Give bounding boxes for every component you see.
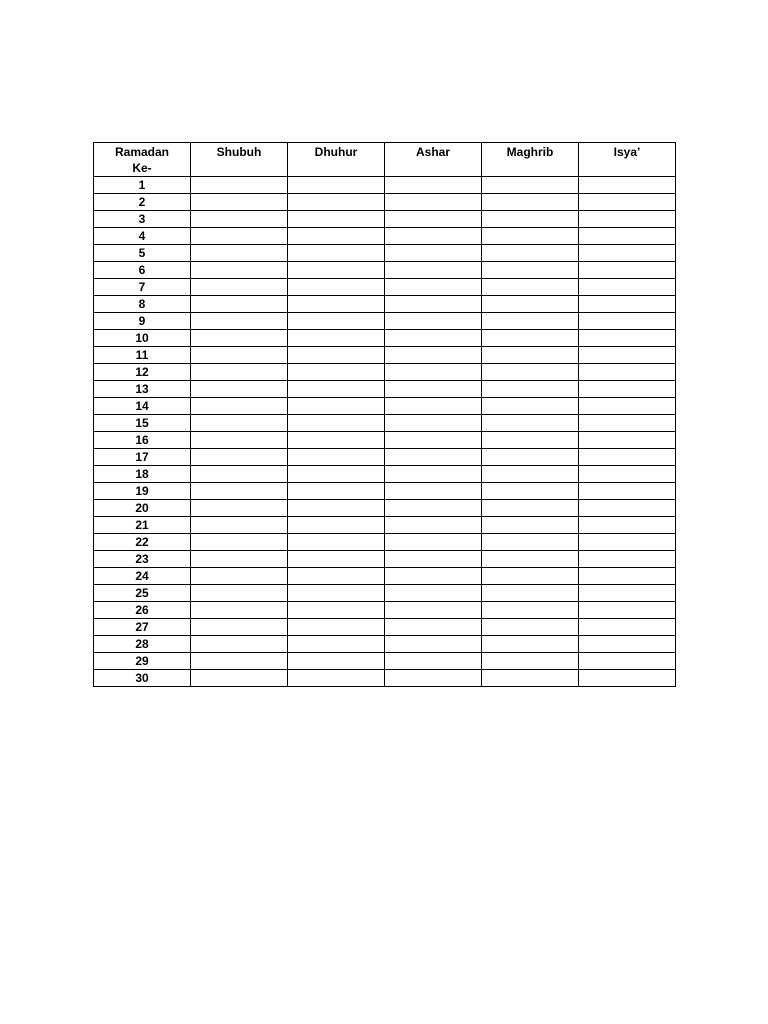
day-number-cell: 15 [94,415,191,432]
day-number-cell: 9 [94,313,191,330]
checkbox-cell-isya[interactable] [579,568,676,585]
checkbox-cell-shubuh[interactable] [191,398,288,415]
checkbox-cell-dhuhur[interactable] [288,483,385,500]
day-number-cell: 22 [94,534,191,551]
checkbox-cell-maghrib[interactable] [482,432,579,449]
checkbox-cell-isya[interactable] [579,483,676,500]
checkbox-cell-ashar[interactable] [385,500,482,517]
checkbox-cell-maghrib[interactable] [482,636,579,653]
checkbox-cell-ashar[interactable] [385,466,482,483]
checkbox-cell-isya[interactable] [579,432,676,449]
checkbox-cell-ashar[interactable] [385,262,482,279]
checkbox-cell-dhuhur[interactable] [288,364,385,381]
checkbox-cell-ashar[interactable] [385,296,482,313]
checkbox-cell-maghrib[interactable] [482,398,579,415]
checkbox-cell-shubuh[interactable] [191,636,288,653]
table-row [94,347,676,364]
checkbox-cell-dhuhur[interactable] [288,177,385,194]
table-row [94,177,676,194]
checkbox-cell-ashar[interactable] [385,636,482,653]
checkbox-cell-isya[interactable] [579,517,676,534]
day-number-cell: 28 [94,636,191,653]
checkbox-cell-maghrib[interactable] [482,330,579,347]
checkbox-cell-isya[interactable] [579,211,676,228]
checkbox-cell-isya[interactable] [579,653,676,670]
checkbox-cell-shubuh[interactable] [191,449,288,466]
table-row [94,602,676,619]
checkbox-cell-dhuhur[interactable] [288,568,385,585]
table-row [94,585,676,602]
day-number-cell: 20 [94,500,191,517]
checkbox-cell-isya[interactable] [579,534,676,551]
checkbox-cell-maghrib[interactable] [482,313,579,330]
table-row [94,398,676,415]
checkbox-cell-maghrib[interactable] [482,602,579,619]
table-body [94,177,676,687]
checkbox-cell-ashar[interactable] [385,313,482,330]
table-row [94,381,676,398]
checkbox-cell-dhuhur[interactable] [288,245,385,262]
checkbox-cell-maghrib[interactable] [482,194,579,211]
day-number-cell: 17 [94,449,191,466]
checkbox-cell-dhuhur[interactable] [288,296,385,313]
checkbox-cell-ashar[interactable] [385,568,482,585]
checkbox-cell-dhuhur[interactable] [288,313,385,330]
checkbox-cell-isya[interactable] [579,551,676,568]
checkbox-cell-maghrib[interactable] [482,279,579,296]
day-number-cell: 26 [94,602,191,619]
checkbox-cell-dhuhur[interactable] [288,398,385,415]
checkbox-cell-shubuh[interactable] [191,602,288,619]
checkbox-cell-shubuh[interactable] [191,585,288,602]
checkbox-cell-shubuh[interactable] [191,568,288,585]
table-row [94,653,676,670]
checkbox-cell-shubuh[interactable] [191,381,288,398]
checkbox-cell-shubuh[interactable] [191,177,288,194]
checkbox-cell-ashar[interactable] [385,194,482,211]
checkbox-cell-ashar[interactable] [385,551,482,568]
checkbox-cell-maghrib[interactable] [482,296,579,313]
checkbox-cell-dhuhur[interactable] [288,500,385,517]
checkbox-cell-ashar[interactable] [385,619,482,636]
checkbox-cell-ashar[interactable] [385,415,482,432]
checkbox-cell-isya[interactable] [579,381,676,398]
checkbox-cell-isya[interactable] [579,398,676,415]
table-row [94,211,676,228]
checkbox-cell-dhuhur[interactable] [288,211,385,228]
checkbox-cell-isya[interactable] [579,228,676,245]
table-row [94,364,676,381]
table-row [94,466,676,483]
checkbox-cell-maghrib[interactable] [482,364,579,381]
table-row [94,313,676,330]
checkbox-cell-shubuh[interactable] [191,330,288,347]
checkbox-cell-maghrib[interactable] [482,534,579,551]
checkbox-cell-maghrib[interactable] [482,517,579,534]
checkbox-cell-ashar[interactable] [385,228,482,245]
header-ramadan-label: Ramadan [114,145,170,159]
checkbox-cell-ashar[interactable] [385,330,482,347]
checkbox-cell-maghrib[interactable] [482,619,579,636]
checkbox-cell-isya[interactable] [579,602,676,619]
day-number-cell: 5 [94,245,191,262]
checkbox-cell-maghrib[interactable] [482,670,579,687]
day-number-cell: 30 [94,670,191,687]
checkbox-cell-isya[interactable] [579,194,676,211]
checkbox-cell-dhuhur[interactable] [288,432,385,449]
day-number-cell: 14 [94,398,191,415]
table-row [94,568,676,585]
table-row [94,296,676,313]
day-number-cell: 10 [94,330,191,347]
checkbox-cell-dhuhur[interactable] [288,381,385,398]
checkbox-cell-isya[interactable] [579,245,676,262]
checkbox-cell-ashar[interactable] [385,653,482,670]
day-number-cell: 16 [94,432,191,449]
checkbox-cell-shubuh[interactable] [191,313,288,330]
checkbox-cell-maghrib[interactable] [482,347,579,364]
checkbox-cell-dhuhur[interactable] [288,449,385,466]
table-row [94,636,676,653]
day-number-cell: 8 [94,296,191,313]
day-number-cell: 29 [94,653,191,670]
checkbox-cell-shubuh[interactable] [191,347,288,364]
table-row [94,194,676,211]
day-number-cell: 4 [94,228,191,245]
header-dhuhur: Dhuhur [288,143,385,177]
day-number-cell: 24 [94,568,191,585]
prayer-log-sheet [93,142,676,687]
checkbox-cell-ashar[interactable] [385,211,482,228]
checkbox-cell-dhuhur[interactable] [288,262,385,279]
checkbox-cell-ashar[interactable] [385,279,482,296]
checkbox-cell-shubuh[interactable] [191,279,288,296]
day-number-cell: 7 [94,279,191,296]
checkbox-cell-isya[interactable] [579,585,676,602]
table-row [94,245,676,262]
checkbox-cell-maghrib[interactable] [482,262,579,279]
checkbox-cell-ashar[interactable] [385,364,482,381]
table-row [94,330,676,347]
checkbox-cell-isya[interactable] [579,296,676,313]
checkbox-cell-dhuhur[interactable] [288,534,385,551]
checkbox-cell-shubuh[interactable] [191,211,288,228]
day-number-cell: 25 [94,585,191,602]
day-number-cell: 18 [94,466,191,483]
header-isya: Isya’ [579,143,676,177]
checkbox-cell-shubuh[interactable] [191,194,288,211]
checkbox-cell-isya[interactable] [579,500,676,517]
checkbox-cell-maghrib[interactable] [482,177,579,194]
checkbox-cell-dhuhur[interactable] [288,602,385,619]
checkbox-cell-shubuh[interactable] [191,483,288,500]
checkbox-cell-isya[interactable] [579,415,676,432]
checkbox-cell-isya[interactable] [579,619,676,636]
checkbox-cell-maghrib[interactable] [482,653,579,670]
checkbox-cell-dhuhur[interactable] [288,228,385,245]
checkbox-cell-isya[interactable] [579,262,676,279]
checkbox-cell-dhuhur[interactable] [288,194,385,211]
checkbox-cell-maghrib[interactable] [482,381,579,398]
day-number-cell: 21 [94,517,191,534]
table-row [94,670,676,687]
checkbox-cell-maghrib[interactable] [482,483,579,500]
table-row [94,415,676,432]
checkbox-cell-ashar[interactable] [385,177,482,194]
checkbox-cell-shubuh[interactable] [191,551,288,568]
checkbox-cell-dhuhur[interactable] [288,551,385,568]
checkbox-cell-maghrib[interactable] [482,211,579,228]
checkbox-cell-shubuh[interactable] [191,245,288,262]
prayer-log-table [93,142,676,687]
header-ashar: Ashar [385,143,482,177]
checkbox-cell-ashar[interactable] [385,449,482,466]
checkbox-cell-isya[interactable] [579,364,676,381]
day-number-cell: 23 [94,551,191,568]
checkbox-cell-shubuh[interactable] [191,534,288,551]
day-number-cell: 13 [94,381,191,398]
checkbox-cell-dhuhur[interactable] [288,585,385,602]
checkbox-cell-ashar[interactable] [385,670,482,687]
table-row [94,517,676,534]
header-row [94,143,676,177]
checkbox-cell-maghrib[interactable] [482,551,579,568]
table-row [94,619,676,636]
checkbox-cell-dhuhur[interactable] [288,670,385,687]
checkbox-cell-shubuh[interactable] [191,466,288,483]
checkbox-cell-ashar[interactable] [385,245,482,262]
checkbox-cell-maghrib[interactable] [482,415,579,432]
day-number-cell: 12 [94,364,191,381]
checkbox-cell-maghrib[interactable] [482,568,579,585]
checkbox-cell-ashar[interactable] [385,381,482,398]
checkbox-cell-dhuhur[interactable] [288,347,385,364]
checkbox-cell-maghrib[interactable] [482,449,579,466]
checkbox-cell-shubuh[interactable] [191,619,288,636]
header-shubuh: Shubuh [191,143,288,177]
checkbox-cell-dhuhur[interactable] [288,466,385,483]
table-row [94,551,676,568]
header-ke-label: Ke- [132,161,152,175]
checkbox-cell-shubuh[interactable] [191,670,288,687]
checkbox-cell-maghrib[interactable] [482,466,579,483]
table-row [94,534,676,551]
checkbox-cell-shubuh[interactable] [191,415,288,432]
checkbox-cell-dhuhur[interactable] [288,636,385,653]
checkbox-cell-isya[interactable] [579,636,676,653]
checkbox-cell-shubuh[interactable] [191,296,288,313]
day-number-cell: 27 [94,619,191,636]
checkbox-cell-ashar[interactable] [385,432,482,449]
checkbox-cell-shubuh[interactable] [191,517,288,534]
checkbox-cell-shubuh[interactable] [191,364,288,381]
day-number-cell: 19 [94,483,191,500]
day-number-cell: 6 [94,262,191,279]
day-number-cell: 11 [94,347,191,364]
checkbox-cell-isya[interactable] [579,313,676,330]
header-ramadan-day [94,143,191,177]
checkbox-cell-ashar[interactable] [385,534,482,551]
table-row [94,449,676,466]
checkbox-cell-ashar[interactable] [385,483,482,500]
checkbox-cell-ashar[interactable] [385,602,482,619]
checkbox-cell-dhuhur[interactable] [288,653,385,670]
checkbox-cell-dhuhur[interactable] [288,279,385,296]
checkbox-cell-ashar[interactable] [385,347,482,364]
checkbox-cell-isya[interactable] [579,177,676,194]
checkbox-cell-dhuhur[interactable] [288,517,385,534]
checkbox-cell-isya[interactable] [579,279,676,296]
checkbox-cell-shubuh[interactable] [191,653,288,670]
checkbox-cell-maghrib[interactable] [482,585,579,602]
checkbox-cell-ashar[interactable] [385,585,482,602]
table-row [94,228,676,245]
day-number-cell: 1 [94,177,191,194]
checkbox-cell-dhuhur[interactable] [288,330,385,347]
checkbox-cell-ashar[interactable] [385,398,482,415]
table-row [94,279,676,296]
table-row [94,483,676,500]
checkbox-cell-isya[interactable] [579,347,676,364]
checkbox-cell-ashar[interactable] [385,517,482,534]
checkbox-cell-isya[interactable] [579,670,676,687]
checkbox-cell-shubuh[interactable] [191,500,288,517]
checkbox-cell-isya[interactable] [579,330,676,347]
day-number-cell: 3 [94,211,191,228]
checkbox-cell-maghrib[interactable] [482,228,579,245]
checkbox-cell-shubuh[interactable] [191,432,288,449]
checkbox-cell-shubuh[interactable] [191,228,288,245]
table-row [94,432,676,449]
checkbox-cell-isya[interactable] [579,466,676,483]
checkbox-cell-dhuhur[interactable] [288,619,385,636]
checkbox-cell-isya[interactable] [579,449,676,466]
table-row [94,500,676,517]
day-number-cell: 2 [94,194,191,211]
header-maghrib: Maghrib [482,143,579,177]
checkbox-cell-shubuh[interactable] [191,262,288,279]
checkbox-cell-maghrib[interactable] [482,500,579,517]
table-row [94,262,676,279]
checkbox-cell-dhuhur[interactable] [288,415,385,432]
checkbox-cell-maghrib[interactable] [482,245,579,262]
